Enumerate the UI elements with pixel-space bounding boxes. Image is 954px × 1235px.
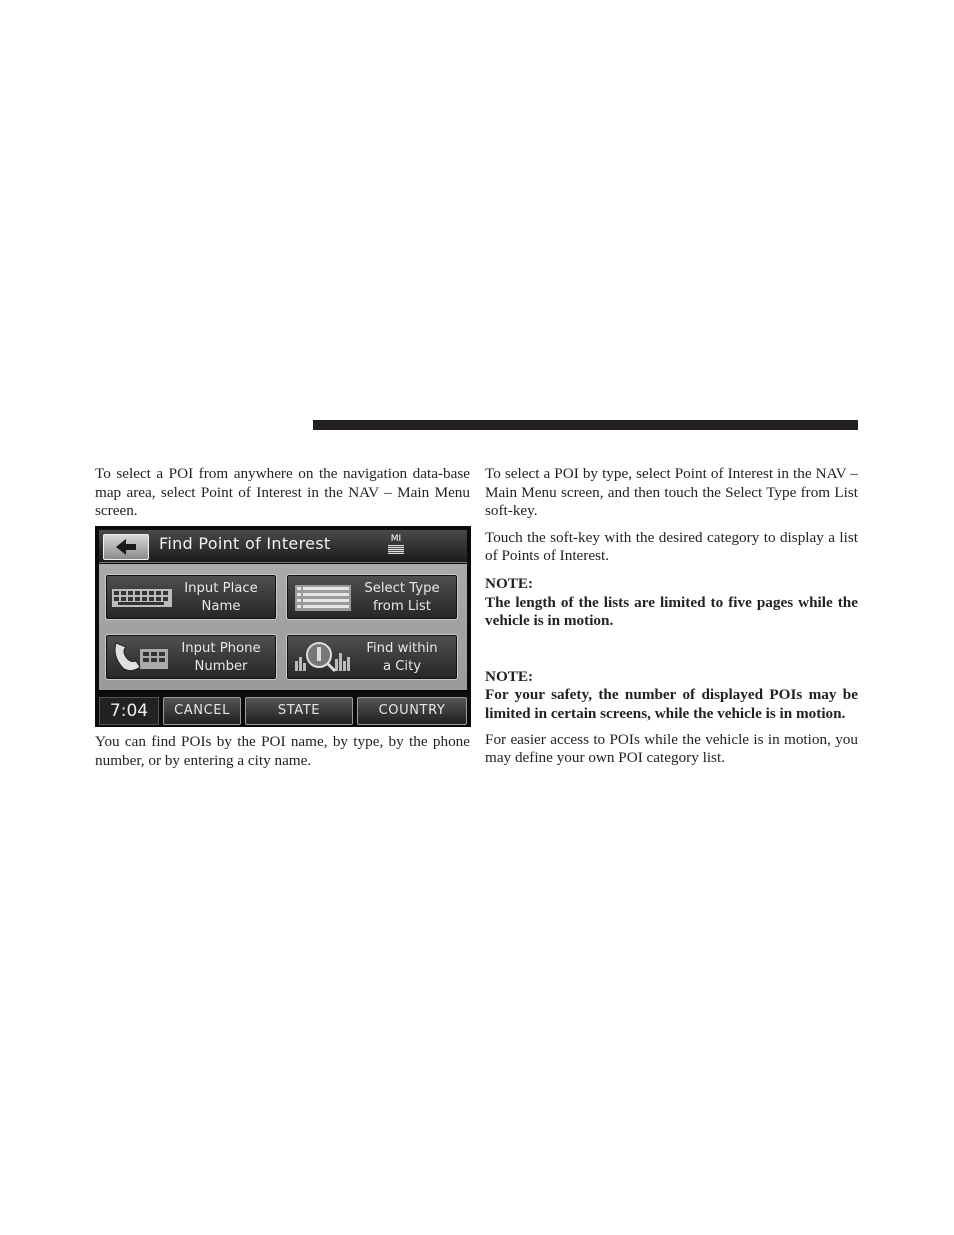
flag-icon: [388, 545, 404, 554]
input-phone-number-button[interactable]: [105, 634, 277, 680]
nav-screen: [95, 526, 471, 727]
paragraph-touch-soft-key: Touch the soft-key with the desired category to display a list of Points of Interest.: [485, 528, 858, 565]
phone-icon: [110, 639, 174, 675]
left-column: [95, 465, 470, 521]
paragraph-easier-access: For easier access to POIs while the vehicle is in motion, you may define your own POI category list.: [485, 730, 858, 767]
state-indicator[interactable]: [387, 534, 405, 560]
note-label: NOTE:: [485, 667, 534, 685]
note-label: NOTE:: [485, 574, 534, 592]
country-button[interactable]: COUNTRY: [357, 697, 467, 725]
left-column-caption: [95, 733, 470, 770]
button-label: Select Type from List: [364, 581, 440, 614]
caption-paragraph: You can find POIs by the POI name, by type, by the phone number, or by entering a city name.: [95, 733, 470, 769]
find-within-city-button[interactable]: [286, 634, 458, 680]
button-label: Input Place Name: [184, 581, 258, 614]
cancel-button[interactable]: CANCEL: [163, 697, 241, 725]
note-list-length: The length of the lists are limited to five pages while the vehicle is in motion.: [485, 593, 858, 630]
clock: 7:04: [99, 697, 159, 725]
paragraph-select-by-type: To select a POI by type, select Point of Interest in the NAV – Main Menu screen, and then touch the Select Type from List soft-key.: [485, 465, 858, 520]
state-code: MI: [390, 534, 402, 544]
bottom-bar: [95, 694, 471, 727]
menu-area: [99, 564, 467, 690]
screen-title: Find Point of Interest: [159, 534, 331, 553]
back-arrow-icon: [104, 535, 148, 559]
keyboard-icon: [110, 579, 174, 615]
back-button[interactable]: [103, 534, 149, 560]
header-rule: [313, 420, 858, 430]
intro-paragraph: To select a POI from anywhere on the navigation data-base map area, select Point of Interest in the NAV – Main Menu screen.: [95, 465, 470, 520]
note-safety: For your safety, the number of displayed POIs may be limited in certain screens, while the vehicle is in motion.: [485, 686, 858, 722]
city-search-icon: [291, 639, 355, 675]
button-label: Find within a City: [366, 641, 438, 674]
title-bar: [99, 530, 467, 563]
right-column: [485, 465, 858, 768]
list-icon: [291, 579, 355, 615]
select-type-from-list-button[interactable]: [286, 574, 458, 620]
input-place-name-button[interactable]: [105, 574, 277, 620]
button-label: Input Phone Number: [181, 641, 261, 674]
state-button[interactable]: STATE: [245, 697, 353, 725]
